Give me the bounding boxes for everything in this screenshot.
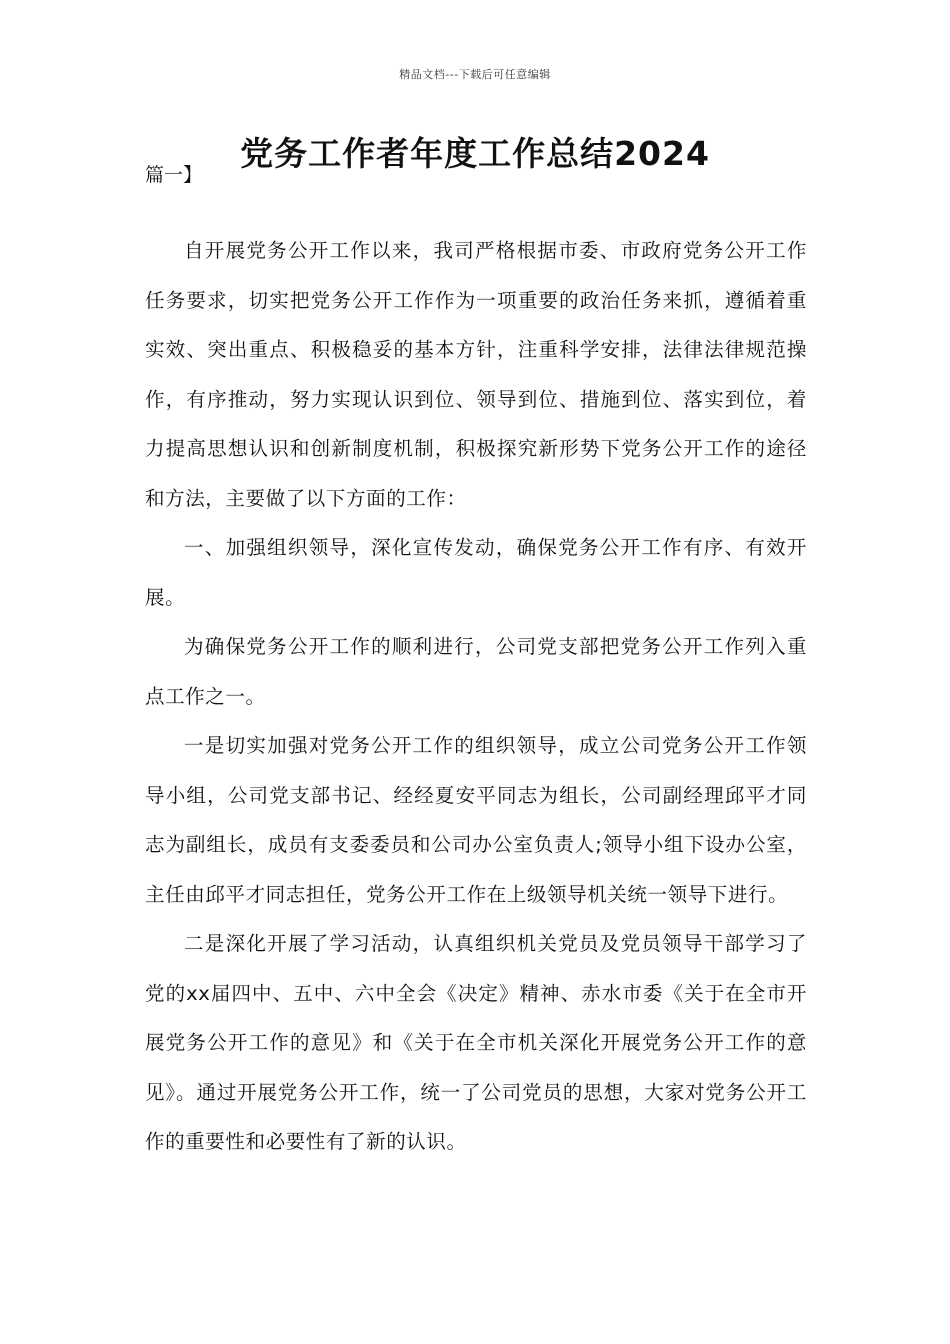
- paragraph: 为确保党务公开工作的顺利进行，公司党支部把党务公开工作列入重点工作之一。: [145, 635, 807, 708]
- body-text: [145, 226, 807, 1167]
- document-title: 党务工作者年度工作总结2024: [240, 134, 710, 173]
- header-note: 精品文档---下载后可任意编辑: [399, 68, 551, 81]
- paragraph: 自开展党务公开工作以来，我司严格根据市委、市政府党务公开工作任务要求，切实把党务公开工作作为一项重要的政治任务来抓，遵循着重实效、突出重点、积极稳妥的基本方针，注重科学安排，法律法律规范操作，有序推动，努力实现认识到位、领导到位、措施到位、落实到位，着力提高思想认识和创新制度机制，积极探究新形势下党务公开工作的途径和方法，主要做了以下方面的工作：: [145, 239, 807, 510]
- paragraph: 二是深化开展了学习活动，认真组织机关党员及党员领导干部学习了党的xx届四中、五中、六中全会《决定》精神、赤水市委《关于在全市开展党务公开工作的意见》和《关于在全市机关深化开展党务公开工作的意见》。通过开展党务公开工作，统一了公司党员的思想，大家对党务公开工作的重要性和必要性有了新的认识。: [145, 932, 807, 1153]
- section-label: 篇一】: [145, 164, 203, 186]
- paragraph: 一、加强组织领导，深化宣传发动，确保党务公开工作有序、有效开展。: [145, 536, 807, 609]
- paragraph: 一是切实加强对党务公开工作的组织领导，成立公司党务公开工作领导小组，公司党支部书记、经经夏安平同志为组长，公司副经理邱平才同志为副组长，成员有支委委员和公司办公室负责人;领导小组下设办公室，主任由邱平才同志担任，党务公开工作在上级领导机关统一领导下进行。: [145, 734, 807, 906]
